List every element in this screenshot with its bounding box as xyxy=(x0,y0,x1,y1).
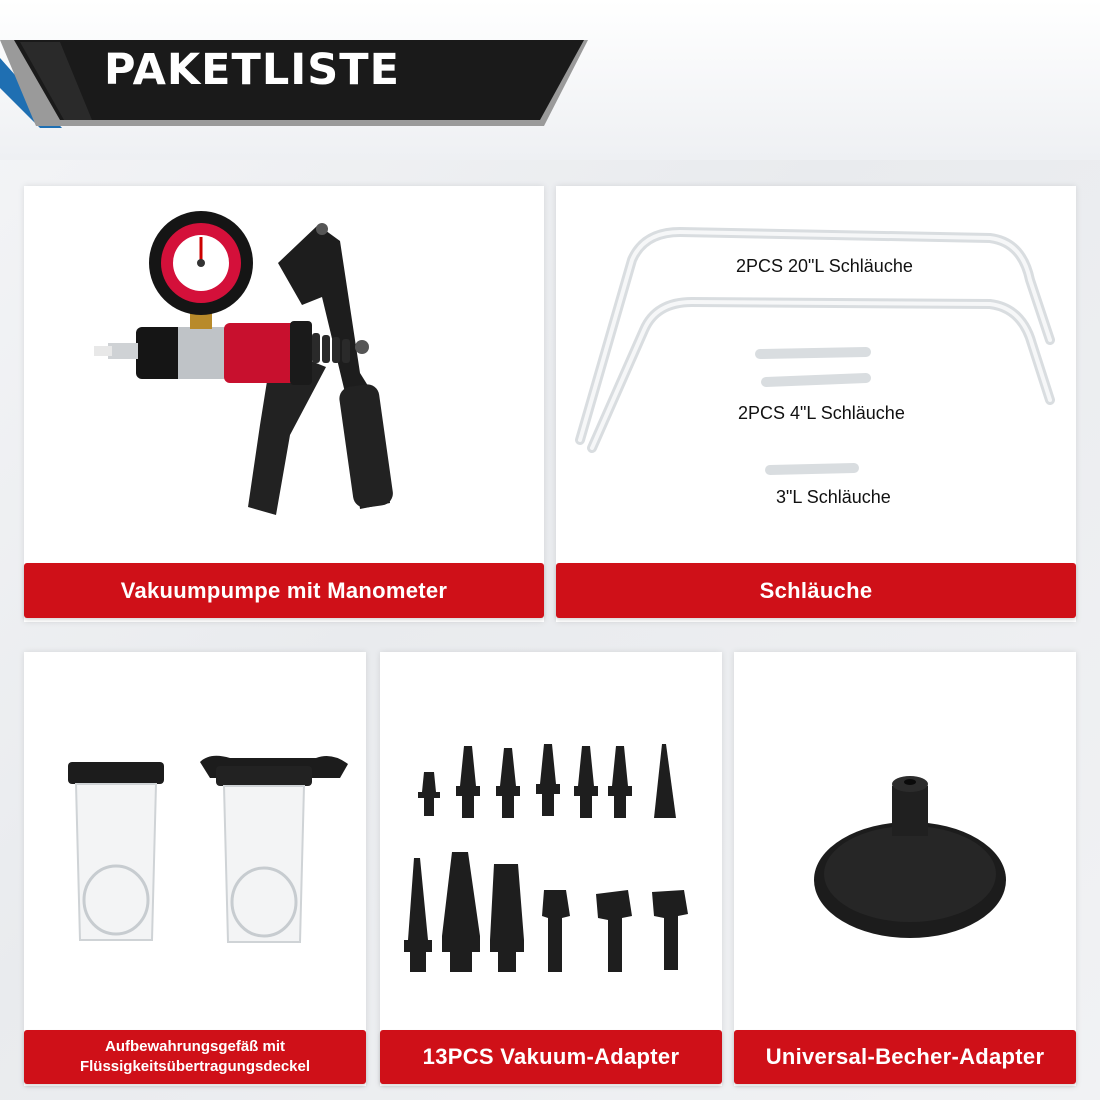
label-text-line1: Aufbewahrungsgefäß mit xyxy=(104,1038,285,1055)
page-title: PAKETLISTE xyxy=(104,45,400,95)
hose-annotation-4l: 2PCS 4"L Schläuche xyxy=(738,403,905,423)
containers-image xyxy=(60,752,350,952)
label-vacuum-pump xyxy=(24,563,544,618)
hose-annotation-3l: 3"L Schläuche xyxy=(776,487,891,507)
adapters-image xyxy=(400,740,700,980)
label-text: 13PCS Vakuum-Adapter xyxy=(422,1044,680,1069)
cup-adapter-image xyxy=(810,770,1010,940)
label-containers xyxy=(24,1030,366,1084)
label-text: Schläuche xyxy=(759,577,873,603)
label-text: Vakuumpumpe mit Manometer xyxy=(120,577,448,603)
vacuum-pump-image xyxy=(90,205,450,525)
label-adapters xyxy=(380,1030,722,1084)
label-hoses xyxy=(556,563,1076,618)
label-text: Universal-Becher-Adapter xyxy=(765,1044,1045,1069)
hose-annotation-20l: 2PCS 20"L Schläuche xyxy=(736,256,913,276)
label-text-line2: Flüssigkeitsübertragungsdeckel xyxy=(79,1058,311,1075)
label-cup-adapter xyxy=(734,1030,1076,1084)
